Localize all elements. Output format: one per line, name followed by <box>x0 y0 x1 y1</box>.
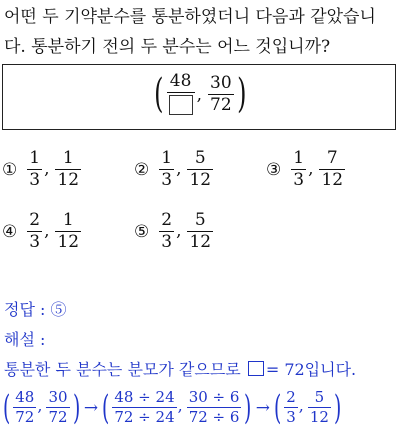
step2-b-numerator: 30 ÷ 6 <box>188 388 240 406</box>
step3-a-numerator: 2 <box>286 388 296 406</box>
step1-a-numerator: 48 <box>15 388 35 406</box>
blank-box <box>248 361 264 376</box>
explanation-text-after: = 72입니다. <box>265 360 357 379</box>
given-fraction-1-numerator: 48 <box>169 71 192 91</box>
arrow-1: → <box>83 397 99 418</box>
option-4-b-denominator: 12 <box>57 232 80 252</box>
option-4[interactable]: ④ $\frac{2}{3}$ , $\frac{1}{12}$ <box>2 210 80 252</box>
step2-b-denominator: 72 ÷ 6 <box>188 408 240 426</box>
step1-b-numerator: 30 <box>48 388 68 406</box>
option-4-a-denominator: 3 <box>29 232 41 252</box>
option-1-a-denominator: 3 <box>29 170 41 190</box>
step2-a-numerator: 48 ÷ 24 <box>114 388 175 406</box>
option-1-b-denominator: 12 <box>57 170 80 190</box>
option-4-b-numerator: 1 <box>62 210 74 230</box>
option-3-number: ③ <box>266 159 282 180</box>
given-fraction-2-numerator: 30 <box>210 72 232 93</box>
question-line-2: 다. 통분하기 전의 두 분수는 어느 것입니까? <box>4 37 331 57</box>
option-3[interactable]: ③ $\frac{1}{3}$ , $\frac{7}{12}$ <box>266 148 344 190</box>
option-5[interactable]: ⑤ $\frac{2}{3}$ , $\frac{5}{12}$ <box>134 210 212 252</box>
left-paren: ( <box>154 71 164 117</box>
option-1-a-numerator: 1 <box>29 148 41 168</box>
option-3-b-denominator: 12 <box>321 170 344 190</box>
explanation-label: 해설 : <box>4 330 46 349</box>
option-3-a-denominator: 3 <box>293 170 305 190</box>
answer-line: 정답 : ⑤ <box>4 300 67 319</box>
step3-a-denominator: 3 <box>286 408 296 426</box>
step1-a-denominator: 72 <box>15 408 35 426</box>
option-1[interactable]: ① $\frac{1}{3}$ , $\frac{1}{12}$ <box>2 148 80 190</box>
option-5-a-numerator: 2 <box>161 210 173 230</box>
option-5-b-denominator: 12 <box>189 232 212 252</box>
given-fraction-1 <box>167 73 195 115</box>
solution-steps: ( $\frac{48}{72}$ , $\frac{30}{72}$ ) → ( $\frac{48 \div 24}{72 \div 24}$ , $\frac{30 \div 6}{72 \div 6}$ ) → ( $\frac{2}{3}$ , $\frac{5}{12}$ ) <box>2 387 342 428</box>
step1-b-denominator: 72 <box>48 408 68 426</box>
explanation-text-before: 통분한 두 분수는 분모가 같으므로 <box>4 360 241 379</box>
option-2-b-denominator: 12 <box>189 170 212 190</box>
option-3-a-numerator: 1 <box>293 148 305 168</box>
question-line-1: 어떤 두 기약분수를 통분하였더니 다음과 같았습니 <box>4 7 376 27</box>
option-4-number: ④ <box>2 221 18 242</box>
option-4-a-numerator: 2 <box>29 210 41 230</box>
option-2[interactable]: ② $\frac{1}{3}$ , $\frac{5}{12}$ <box>134 148 212 190</box>
explanation-text <box>4 358 356 382</box>
option-2-a-numerator: 1 <box>161 148 173 168</box>
step3-b-numerator: 5 <box>314 388 325 406</box>
option-3-b-numerator: 7 <box>326 148 338 168</box>
step3-b-denominator: 12 <box>309 408 329 426</box>
option-1-b-numerator: 1 <box>62 148 74 168</box>
option-2-number: ② <box>134 159 150 180</box>
option-1-number: ① <box>2 159 18 180</box>
comma: , <box>196 85 203 105</box>
arrow-2: → <box>255 397 270 418</box>
option-2-a-denominator: 3 <box>161 170 173 190</box>
option-2-b-numerator: 5 <box>194 148 206 168</box>
option-5-a-denominator: 3 <box>161 232 173 252</box>
step2-a-denominator: 72 ÷ 24 <box>114 408 175 426</box>
blank-box <box>169 95 193 115</box>
given-fractions-box <box>2 64 396 130</box>
given-fractions <box>151 73 249 115</box>
given-fraction-2-denominator: 72 <box>210 94 232 115</box>
given-fraction-2 <box>208 72 234 115</box>
option-5-number: ⑤ <box>134 221 150 242</box>
option-5-b-numerator: 5 <box>194 210 206 230</box>
right-paren: ) <box>236 71 247 117</box>
